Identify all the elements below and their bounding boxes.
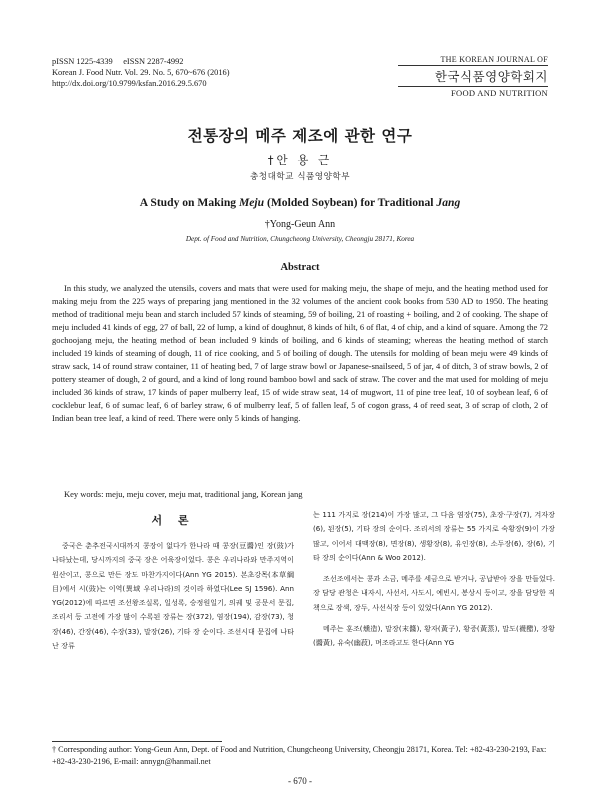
title-part-2: (Molded Soybean) for Traditional	[264, 196, 437, 209]
intro-paragraph-3: 조선조에서는 콩과 소금, 메주를 세금으로 받거나, 공납받아 장을 만들었다. 장 담당 관청은 내자시, 사선서, 사도시, 예빈시, 봉상시 등이고, 장을 담당한 직책으로 장색, 장두, 사선식장 등이 있었다(Ann YG 2012).	[313, 574, 555, 612]
footnote-divider	[52, 741, 222, 742]
abstract-heading: Abstract	[280, 262, 320, 273]
author-english: †Yong-Geun Ann	[264, 219, 336, 230]
publication-meta	[52, 56, 230, 89]
body-column-left	[52, 539, 294, 653]
journal-name-top: THE KOREAN JOURNAL OF	[398, 55, 548, 66]
citation: Korean J. Food Nutr. Vol. 29. No. 5, 670~676 (2016)	[52, 68, 230, 77]
page-number: - 670 -	[288, 776, 312, 786]
title-english	[0, 196, 600, 209]
title-jang: Jang	[436, 196, 461, 209]
section-heading-introduction: 서 론	[151, 514, 195, 527]
intro-paragraph-4: 메주는 훈조(燻造), 말장(末醬), 황자(黃子), 황증(黃蒸), 말도(襪醋), 장황(醬黃), 유숙(幽菽), 며조라고도 한다(Ann YG	[313, 624, 555, 648]
journal-name-korean: 한국식품영양학회지	[434, 69, 548, 84]
doi-link[interactable]: http://dx.doi.org/10.9799/ksfan.2016.29.5.670	[52, 79, 207, 88]
journal-logo	[398, 55, 548, 98]
corresponding-author-footnote: † Corresponding author: Yong-Geun Ann, Dept. of Food and Nutrition, Chungcheong University, Cheongju 28171, Korea. Tel: +82-43-230-2193, Fax: +82-43-230-2196, E-mail: annygn@hanmail.net	[52, 745, 547, 766]
title-korean: 전통장의 메주 제조에 관한 연구	[187, 127, 413, 145]
title-meju: Meju	[238, 196, 265, 209]
abstract-text: In this study, we analyzed the utensils, covers and mats that were used for making meju, the shape of meju, and the heating method used for making meju from the 225 ways of preparing jang mentioned in the 32 volumes of the ancient cook books from 530 AD to 1950. The heating method of traditional meju bean and starch included 57 kinds of steaming, 59 of boiling, 21 of roasting + boiling, and 2 of cooking. The shape of meju included 41 kinds of egg, 27 of ball, 22 of lump, a kind of doughnut, 8 kinds of hilt, 6 of flat, 4 of chip, and a kind of square. Among the 72 gochoojang meju, the heating method of bean included 9 kinds of boiling, and 6 kinds of steaming; whereas the heating method of starch included 19 kinds of steaming of dough, 11 of rice cooking, and 5 of boiling of dough. The utensils for molding of bean meju were 49 kinds of straw sack, 14 of round straw container, 11 of heating bed, 7 of large straw bowl or Japanese-snailseed, 5 of jar, 4 of ditch, 3 of straw bowls, 2 of pottery steamer of dough, 2 of gourd, and a kind of long round bamboo bowl and sack of straw. The cover and the mat used for molding of meju included 36 kinds of straw, 17 kinds of paper mulberry leaf, 15 of wide straw seat, 14 of mugwort, 11 of pine tree leaf, 10 of soybean leaf, 6 of cocklebur leaf, 6 of sumac leaf, 6 of barley straw, 6 of mulberry leaf, 5 of fallen leaf, 5 of cogon grass, 4 of reed seat, 3 of scrap of cloth, 2 of Indian bean tree leaf, a kind of reed. There were only 5 kinds of hanging.	[52, 283, 548, 423]
body-column-right	[313, 508, 555, 651]
intro-paragraph-2: 는 111 가지로 장(214)이 가장 많고, 그 다음 염장(75), 초장·구장(7), 겨자장(6), 된장(5), 기타 장의 순이다. 조리서의 장류는 55 가지로 숙황장(9)이 가장 많고, 이어서 대맥장(8), 면장(8), 생황장(8), 유인장(8), 소두장(6), 장(6), 기타 장의 순이다(Ann & Woo 2012).	[313, 510, 555, 562]
issn: pISSN 1225-4339 eISSN 2287-4992	[52, 57, 184, 66]
affiliation-korean: 충청대학교 식품영양학부	[249, 172, 351, 182]
affiliation-english: Dept. of Food and Nutrition, Chungcheong University, Cheongju 28171, Korea	[185, 235, 415, 243]
keywords: Key words: meju, meju cover, meju mat, traditional jang, Korean jang	[64, 489, 303, 499]
author-korean: †안 용 근	[267, 153, 333, 167]
intro-paragraph-1: 중국은 춘추전국시대까지 콩장이 없다가 한나라 때 콩장(豆醬)인 장(豉)가 나타났는데, 당시까지의 중국 장은 어육장이었다. 콩은 우리나라와 만주지역이 원산이고, 콩으로 만든 장도 마찬가지이다(Ann YG 2015). 본초강목(本草綱目)에서 시(豉)는 이역(異域 우리나라)의 것이라 하였다(Lee SJ 1596). Ann YG(2012)에 따르면 조선왕조실록, 일성록, 승정원일기, 의궤 및 공문서 문집, 조리서 등 고전에 가장 많이 수록된 장류는 장(372), 염장(194), 감장(73), 청장(46), 간장(46), 수장(33), 말장(26), 기타 장 순이다. 조선시대 문집에 나타난 장류	[52, 541, 294, 651]
title-part-1: A Study on Making	[139, 196, 239, 209]
journal-name-bottom: FOOD AND NUTRITION	[398, 86, 548, 98]
